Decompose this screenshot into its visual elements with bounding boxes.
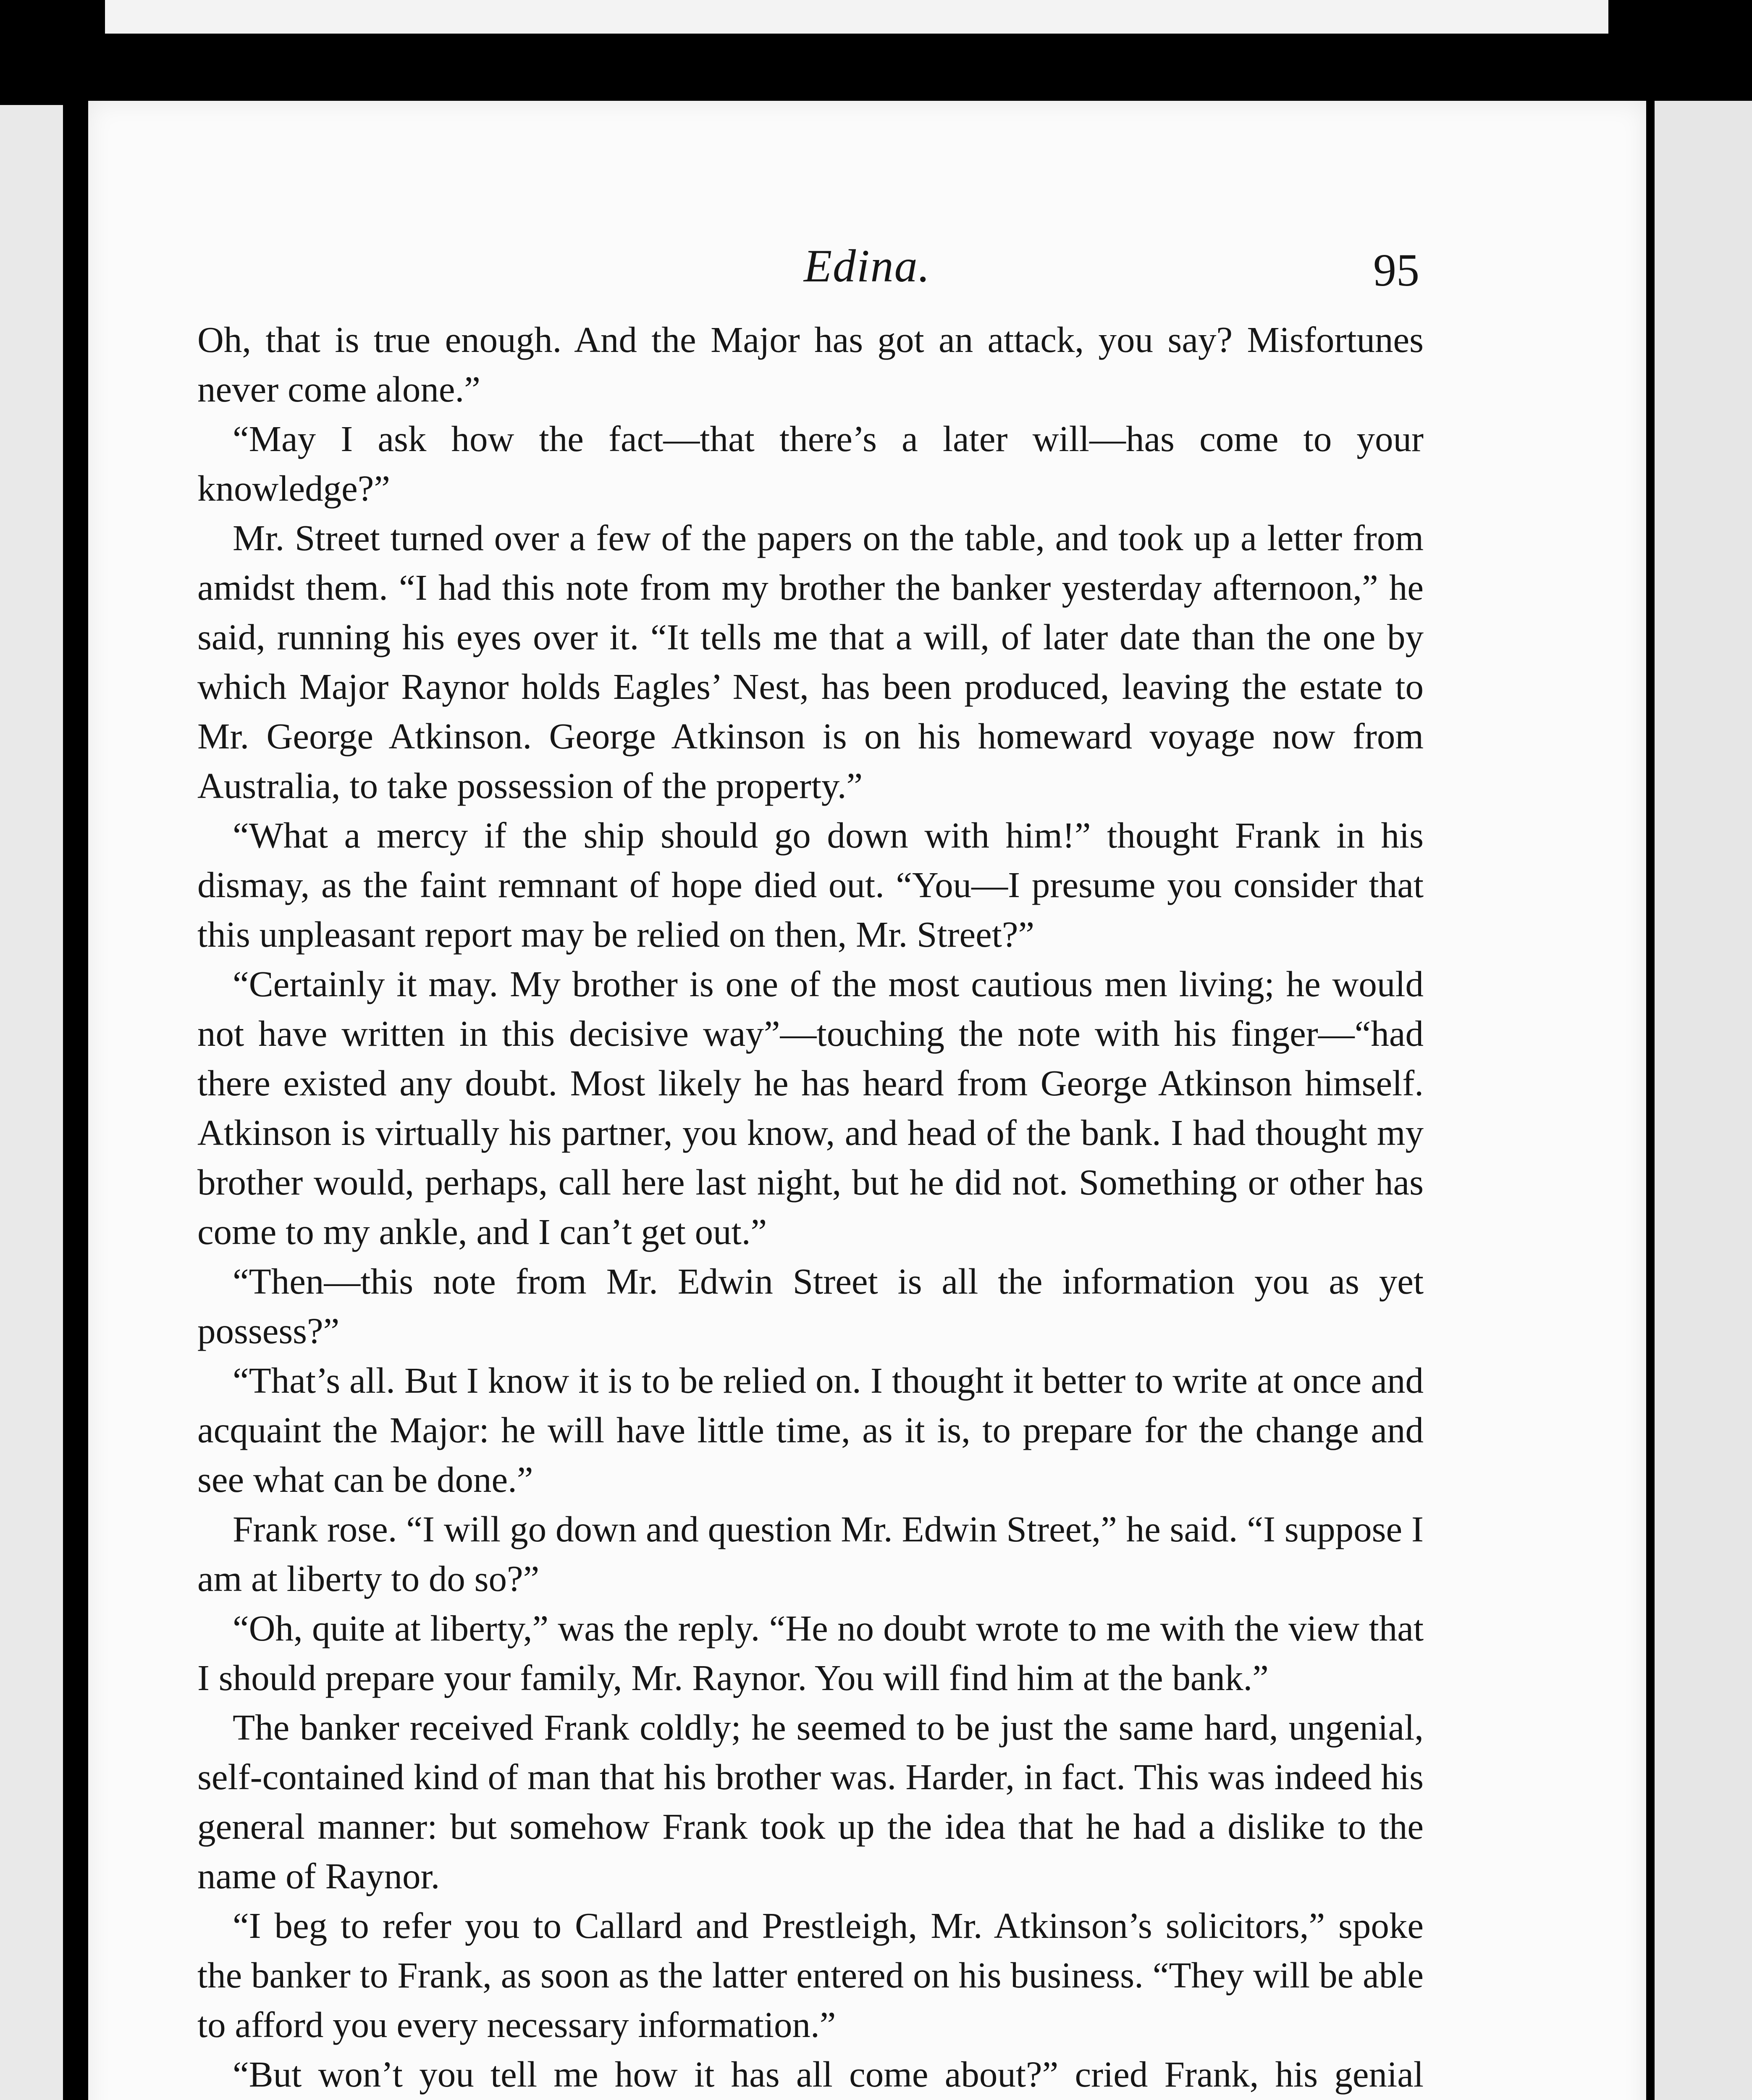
- paragraph: “What a mercy if the ship should go down with him!” thought Frank in his dismay, as the faint remnant of hope died out. “You—I presume you consider that this unpleasant report may be relied on then, Mr. Street?”: [197, 815, 1424, 955]
- body-text: [197, 315, 1424, 2100]
- paragraph: “I beg to refer you to Callard and Prestleigh, Mr. Atkinson’s solicitors,” spoke the banker to Frank, as soon as the latter entered on his business. “They will be able to afford you every necessary information.”: [197, 1905, 1424, 2045]
- paragraph: “Oh, quite at liberty,” was the reply. “He no doubt wrote to me with the view that I should prepare your family, Mr. Raynor. You will find him at the bank.”: [197, 1608, 1424, 1698]
- paragraph: The banker received Frank coldly; he seemed to be just the same hard, ungenial, self-contained kind of man that his brother was. Harder, in fact. This was indeed his general manner: but somehow Frank took up the idea that he had a dislike to the name of Raynor.: [197, 1707, 1424, 1896]
- paragraph: Oh, that is true enough. And the Major has got an attack, you say? Misfortunes never come alone.”: [197, 319, 1424, 410]
- next-page-edge: [1655, 101, 1752, 2100]
- paragraph: “But won’t you tell me how it has all come about?” cried Frank, his genial: [233, 2054, 1424, 2095]
- running-title: Edina.: [803, 240, 931, 291]
- paragraph: “Then—this note from Mr. Edwin Street is all the information you as yet possess?”: [197, 1261, 1424, 1351]
- paragraph: “Certainly it may. My brother is one of the most cautious men living; he would not have written in this decisive way”—touching the note with his finger—“had there existed any doubt. Most likely he has heard from George Atkinson himself. Atkinson is virtually his partner, you know, and head of the bank. I had thought my brother would, perhaps, call here last night, but he did not. Something or other has come to my ankle, and I can’t get out.”: [197, 963, 1424, 1252]
- paragraph: “That’s all. But I know it is to be relied on. I thought it better to write at once and acquaint the Major: he will have little time, as it is, to prepare for the change and see what can be done.”: [197, 1360, 1424, 1500]
- page-number: 95: [1373, 244, 1419, 296]
- book-page: [88, 101, 1646, 2100]
- paragraph: “May I ask how the fact—that there’s a later will—has come to your knowledge?”: [197, 418, 1424, 509]
- adjacent-page-top: [105, 0, 1608, 34]
- paragraph: Frank rose. “I will go down and question Mr. Edwin Street,” he said. “I suppose I am at liberty to do so?”: [197, 1509, 1424, 1599]
- previous-page-edge: [0, 105, 63, 2100]
- paragraph: Mr. Street turned over a few of the papers on the table, and took up a letter from amidst them. “I had this note from my brother the banker yesterday afternoon,” he said, running his eyes over it. “It tells me that a will, of later date than the one by which Major Raynor holds Eagles’ Nest, has been produced, leaving the estate to Mr. George Atkinson. George Atkinson is on his homeward voyage now from Australia, to take possession of the property.”: [197, 517, 1424, 806]
